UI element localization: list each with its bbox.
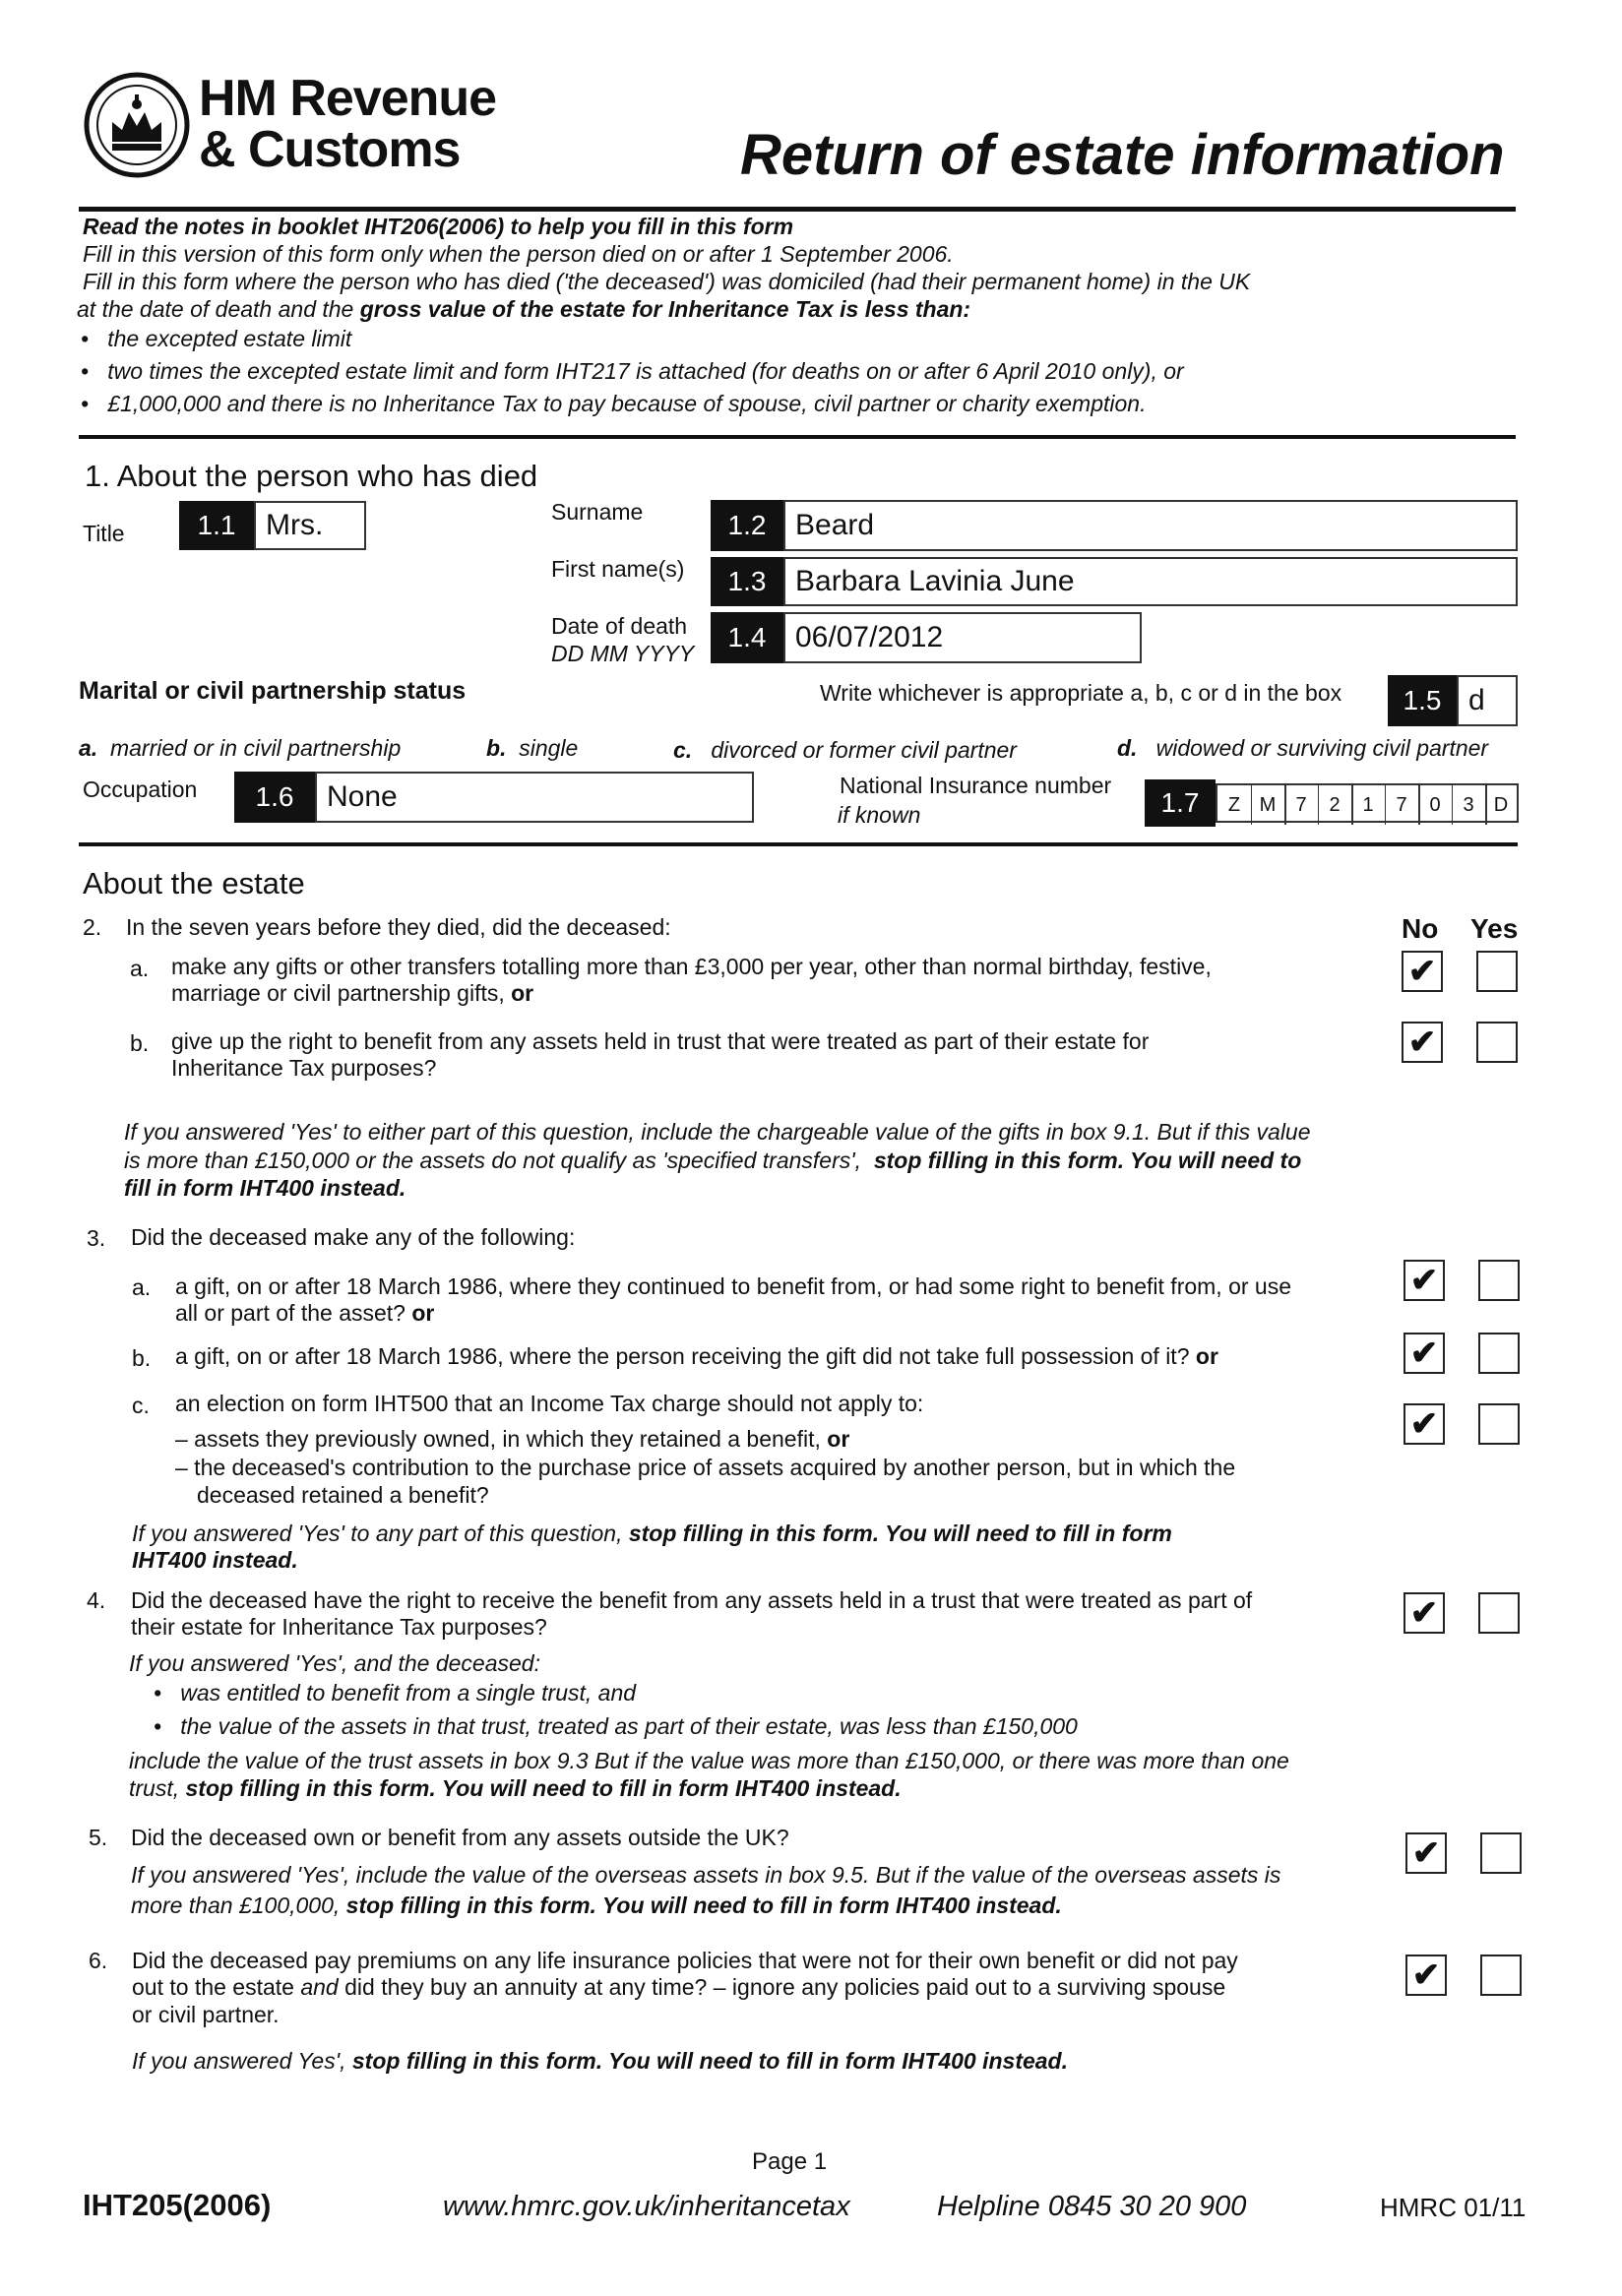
- text: If you answered Yes',: [132, 2048, 346, 2074]
- bullet-text: the excepted estate limit: [107, 326, 352, 351]
- option-text: widowed or surviving civil partner: [1155, 735, 1489, 761]
- no-checkbox-4[interactable]: ✔: [1404, 1592, 1445, 1634]
- guidance-bullet: • was entitled to benefit from a single trust, and: [154, 1680, 637, 1706]
- crown-icon: [83, 71, 191, 179]
- yes-checkbox-4[interactable]: [1478, 1592, 1520, 1634]
- question-text: Did the deceased pay premiums on any life insurance policies that were not for their own benefit or did not pay: [132, 1948, 1238, 1973]
- dod-label: Date of death: [551, 613, 688, 639]
- occupation-label: Occupation: [83, 776, 198, 802]
- question-text: their estate for Inheritance Tax purposes?: [131, 1614, 547, 1640]
- question-number: 3.: [87, 1225, 106, 1251]
- stop-instruction: IHT400 instead.: [132, 1547, 298, 1573]
- marital-instruction: Write whichever is appropriate a, b, c or d in the box: [820, 680, 1342, 706]
- title-field[interactable]: Mrs.: [254, 501, 366, 550]
- question-number: 5.: [89, 1825, 108, 1850]
- col-yes: Yes: [1470, 913, 1519, 944]
- text: If you answered 'Yes' to any part of this question,: [132, 1520, 623, 1546]
- divider: [79, 207, 1516, 212]
- yes-checkbox-3c[interactable]: [1478, 1403, 1520, 1445]
- sub-letter: a.: [130, 956, 150, 981]
- question-text: make any gifts or other transfers totalling more than £3,000 per year, other than normal birthday, festive,: [171, 954, 1212, 979]
- option-text: married or in civil partnership: [109, 735, 402, 761]
- ni-char: 3: [1452, 785, 1487, 825]
- marital-option: [673, 736, 1017, 765]
- page-number: Page 1: [752, 2148, 828, 2175]
- question-text: [175, 1342, 1218, 1371]
- guidance-bullet: • the value of the assets in that trust, treated as part of their estate, was less than £150,000: [154, 1713, 1078, 1739]
- or-emphasis: or: [1195, 1343, 1218, 1369]
- box-number: 1.6: [234, 772, 315, 823]
- text: out to the estate: [132, 1974, 301, 2000]
- section-heading: 1. About the person who has died: [85, 459, 538, 493]
- marital-label: Marital or civil partnership status: [79, 677, 467, 705]
- ni-label: National Insurance number: [840, 773, 1112, 798]
- question-text: give up the right to benefit from any assets held in trust that were treated as part of their estate for: [171, 1028, 1150, 1054]
- option-text: divorced or former civil partner: [711, 737, 1017, 763]
- question-text: Did the deceased have the right to receive the benefit from any assets held in a trust that were treated as part of: [131, 1587, 1253, 1613]
- option-letter: b.: [486, 735, 507, 761]
- surname-field[interactable]: Beard: [783, 500, 1518, 551]
- ni-number-field[interactable]: [1216, 783, 1519, 823]
- sub-letter: a.: [132, 1274, 152, 1300]
- intro-line: [77, 295, 970, 324]
- yes-checkbox-3a[interactable]: [1478, 1260, 1520, 1301]
- question-text: Did the deceased own or benefit from any assets outside the UK?: [131, 1825, 789, 1850]
- intro-line: Fill in this form where the person who has died ('the deceased') was domiciled (had their permanent home) in the UK: [83, 269, 1251, 294]
- box-number: 1.1: [179, 501, 254, 550]
- occupation-field[interactable]: None: [315, 772, 754, 823]
- hmrc-logo: [83, 71, 191, 179]
- firstname-label: First name(s): [551, 556, 685, 582]
- no-checkbox-2b[interactable]: ✔: [1402, 1022, 1443, 1063]
- question-text: [175, 1299, 434, 1328]
- divider: [79, 435, 1516, 439]
- guidance-note: [131, 1892, 1062, 1920]
- ni-char: 1: [1351, 785, 1386, 825]
- yes-checkbox-2b[interactable]: [1476, 1022, 1518, 1063]
- text: all or part of the asset?: [175, 1300, 406, 1326]
- marital-option: [486, 734, 578, 763]
- question-number: 6.: [89, 1948, 108, 1973]
- stop-instruction: stop filling in this form. You will need to fill in form: [628, 1520, 1172, 1546]
- question-text: – the deceased's contribution to the purchase price of assets acquired by another person, but in which the: [175, 1455, 1236, 1480]
- text: a gift, on or after 18 March 1986, where the person receiving the gift did not take full possession of it?: [175, 1343, 1190, 1369]
- org-name-line2: & Customs: [199, 121, 461, 178]
- ni-char: 2: [1318, 785, 1353, 825]
- question-text: Inheritance Tax purposes?: [171, 1055, 437, 1081]
- yes-checkbox-6[interactable]: [1480, 1955, 1522, 1996]
- website-link[interactable]: www.hmrc.gov.uk/inheritancetax: [443, 2191, 850, 2222]
- question-number: 2.: [83, 914, 102, 940]
- text: – assets they previously owned, in which they retained a benefit,: [175, 1426, 821, 1452]
- text-emphasis: and: [300, 1974, 339, 2000]
- ni-char: 7: [1385, 785, 1420, 825]
- option-letter: a.: [79, 735, 98, 761]
- no-checkbox-3c[interactable]: ✔: [1404, 1403, 1445, 1445]
- guidance-note: include the value of the trust assets in box 9.3 But if the value was more than £150,000, or there was more than one: [129, 1748, 1289, 1773]
- ni-char: M: [1251, 785, 1286, 825]
- dod-format: DD MM YYYY: [551, 641, 695, 666]
- guidance-note: [129, 1774, 902, 1803]
- question-text: an election on form IHT500 that an Income Tax charge should not apply to:: [175, 1391, 924, 1416]
- stop-instruction: stop filling in this form. You will need to fill in form IHT400 instead.: [345, 1893, 1062, 1918]
- guidance-note: If you answered 'Yes', include the value of the overseas assets in box 9.5. But if the value of the overseas assets is: [131, 1862, 1281, 1888]
- question-text: a gift, on or after 18 March 1986, where they continued to benefit from, or had some right to benefit from, or use: [175, 1273, 1292, 1299]
- or-emphasis: or: [827, 1426, 850, 1452]
- intro-text: at the date of death and the: [77, 296, 360, 322]
- option-letter: c.: [673, 737, 693, 763]
- intro-bullet: • two times the excepted estate limit and form IHT217 is attached (for deaths on or after 6 April 2010 only), or: [81, 358, 1184, 384]
- stop-instruction: stop filling in this form. You will need to fill in form IHT400 instead.: [351, 2048, 1068, 2074]
- ni-char: 0: [1418, 785, 1453, 825]
- guidance-note: If you answered 'Yes', and the deceased:: [129, 1650, 540, 1676]
- ni-char: D: [1493, 793, 1509, 816]
- option-text: single: [519, 735, 579, 761]
- text: marriage or civil partnership gifts,: [171, 980, 505, 1006]
- sub-letter: b.: [130, 1030, 150, 1056]
- yes-checkbox-2a[interactable]: [1476, 951, 1518, 992]
- guidance-note: [124, 1147, 1301, 1175]
- col-no: No: [1402, 913, 1439, 944]
- box-number: 1.7: [1145, 779, 1216, 827]
- ni-char: Z: [1217, 785, 1252, 825]
- ni-char: 7: [1284, 785, 1319, 825]
- yes-checkbox-5[interactable]: [1480, 1832, 1522, 1874]
- section-heading: About the estate: [83, 866, 305, 900]
- divider: [79, 842, 1518, 846]
- bullet-text: was entitled to benefit from a single trust, and: [180, 1680, 637, 1706]
- question-text: Did the deceased make any of the following:: [131, 1224, 576, 1250]
- yes-checkbox-3b[interactable]: [1478, 1333, 1520, 1374]
- box-number: 1.5: [1388, 675, 1457, 726]
- box-number: 1.2: [711, 500, 783, 551]
- no-checkbox-5[interactable]: ✔: [1405, 1832, 1447, 1874]
- guidance-note: [132, 1520, 1172, 1548]
- question-text: [175, 1425, 849, 1454]
- surname-label: Surname: [551, 499, 644, 525]
- dod-field[interactable]: 06/07/2012: [783, 612, 1142, 663]
- question-number: 4.: [87, 1587, 106, 1613]
- box-number: 1.3: [711, 557, 783, 606]
- form-version: HMRC 01/11: [1380, 2193, 1527, 2222]
- no-checkbox-6[interactable]: ✔: [1405, 1955, 1447, 1996]
- sub-letter: c.: [132, 1393, 150, 1418]
- intro-bullet: • the excepted estate limit: [81, 326, 352, 351]
- no-checkbox-3b[interactable]: ✔: [1404, 1333, 1445, 1374]
- guidance-note: [132, 2047, 1068, 2076]
- question-text: [132, 1973, 1225, 2002]
- form-code: IHT205(2006): [83, 2188, 272, 2222]
- intro-emphasis: gross value of the estate for Inheritance Tax is less than:: [359, 296, 971, 322]
- marital-field[interactable]: d: [1457, 675, 1518, 726]
- marital-option: [1117, 734, 1488, 763]
- question-text: In the seven years before they died, did the deceased:: [126, 914, 671, 940]
- no-checkbox-2a[interactable]: ✔: [1402, 951, 1443, 992]
- guidance-note: If you answered 'Yes' to either part of this question, include the chargeable value of the gifts in box 9.1. But if this value: [124, 1119, 1311, 1145]
- or-emphasis: or: [511, 980, 534, 1006]
- intro-heading: Read the notes in booklet IHT206(2006) to help you fill in this form: [83, 214, 794, 239]
- form-title: Return of estate information: [740, 123, 1505, 187]
- ni-sublabel: if known: [838, 802, 921, 828]
- marital-option: [79, 734, 401, 763]
- bullet-text: the value of the assets in that trust, treated as part of their estate, was less than £150,000: [180, 1713, 1078, 1739]
- option-letter: d.: [1117, 735, 1138, 761]
- text: did they buy an annuity at any time? – ignore any policies paid out to a surviving spouse: [338, 1974, 1226, 2000]
- no-checkbox-3a[interactable]: ✔: [1404, 1260, 1445, 1301]
- helpline: Helpline 0845 30 20 900: [937, 2191, 1247, 2222]
- title-label: Title: [83, 521, 125, 546]
- firstname-field[interactable]: Barbara Lavinia June: [783, 557, 1518, 606]
- bullet-text: two times the excepted estate limit and form IHT217 is attached (for deaths on or after 6 April 2010 only), or: [107, 358, 1184, 384]
- or-emphasis: or: [411, 1300, 435, 1326]
- question-text: or civil partner.: [132, 2002, 280, 2027]
- text: trust,: [129, 1775, 180, 1801]
- question-text: deceased retained a benefit?: [197, 1482, 489, 1508]
- stop-instruction: fill in form IHT400 instead.: [124, 1175, 406, 1201]
- text: is more than £150,000 or the assets do not qualify as 'specified transfers',: [124, 1148, 862, 1173]
- intro-bullet: • £1,000,000 and there is no Inheritance Tax to pay because of spouse, civil partner or charity exemption.: [81, 391, 1147, 416]
- text: more than £100,000,: [131, 1893, 341, 1918]
- org-name-line1: HM Revenue: [199, 70, 497, 127]
- stop-instruction: stop filling in this form. You will need to: [873, 1148, 1302, 1173]
- box-number: 1.4: [711, 612, 783, 663]
- stop-instruction: stop filling in this form. You will need to fill in form IHT400 instead.: [185, 1775, 902, 1801]
- sub-letter: b.: [132, 1345, 152, 1371]
- bullet-text: £1,000,000 and there is no Inheritance Tax to pay because of spouse, civil partner or charity exemption.: [107, 391, 1147, 416]
- intro-line: Fill in this version of this form only when the person died on or after 1 September 2006.: [83, 241, 954, 267]
- question-text: [171, 979, 533, 1008]
